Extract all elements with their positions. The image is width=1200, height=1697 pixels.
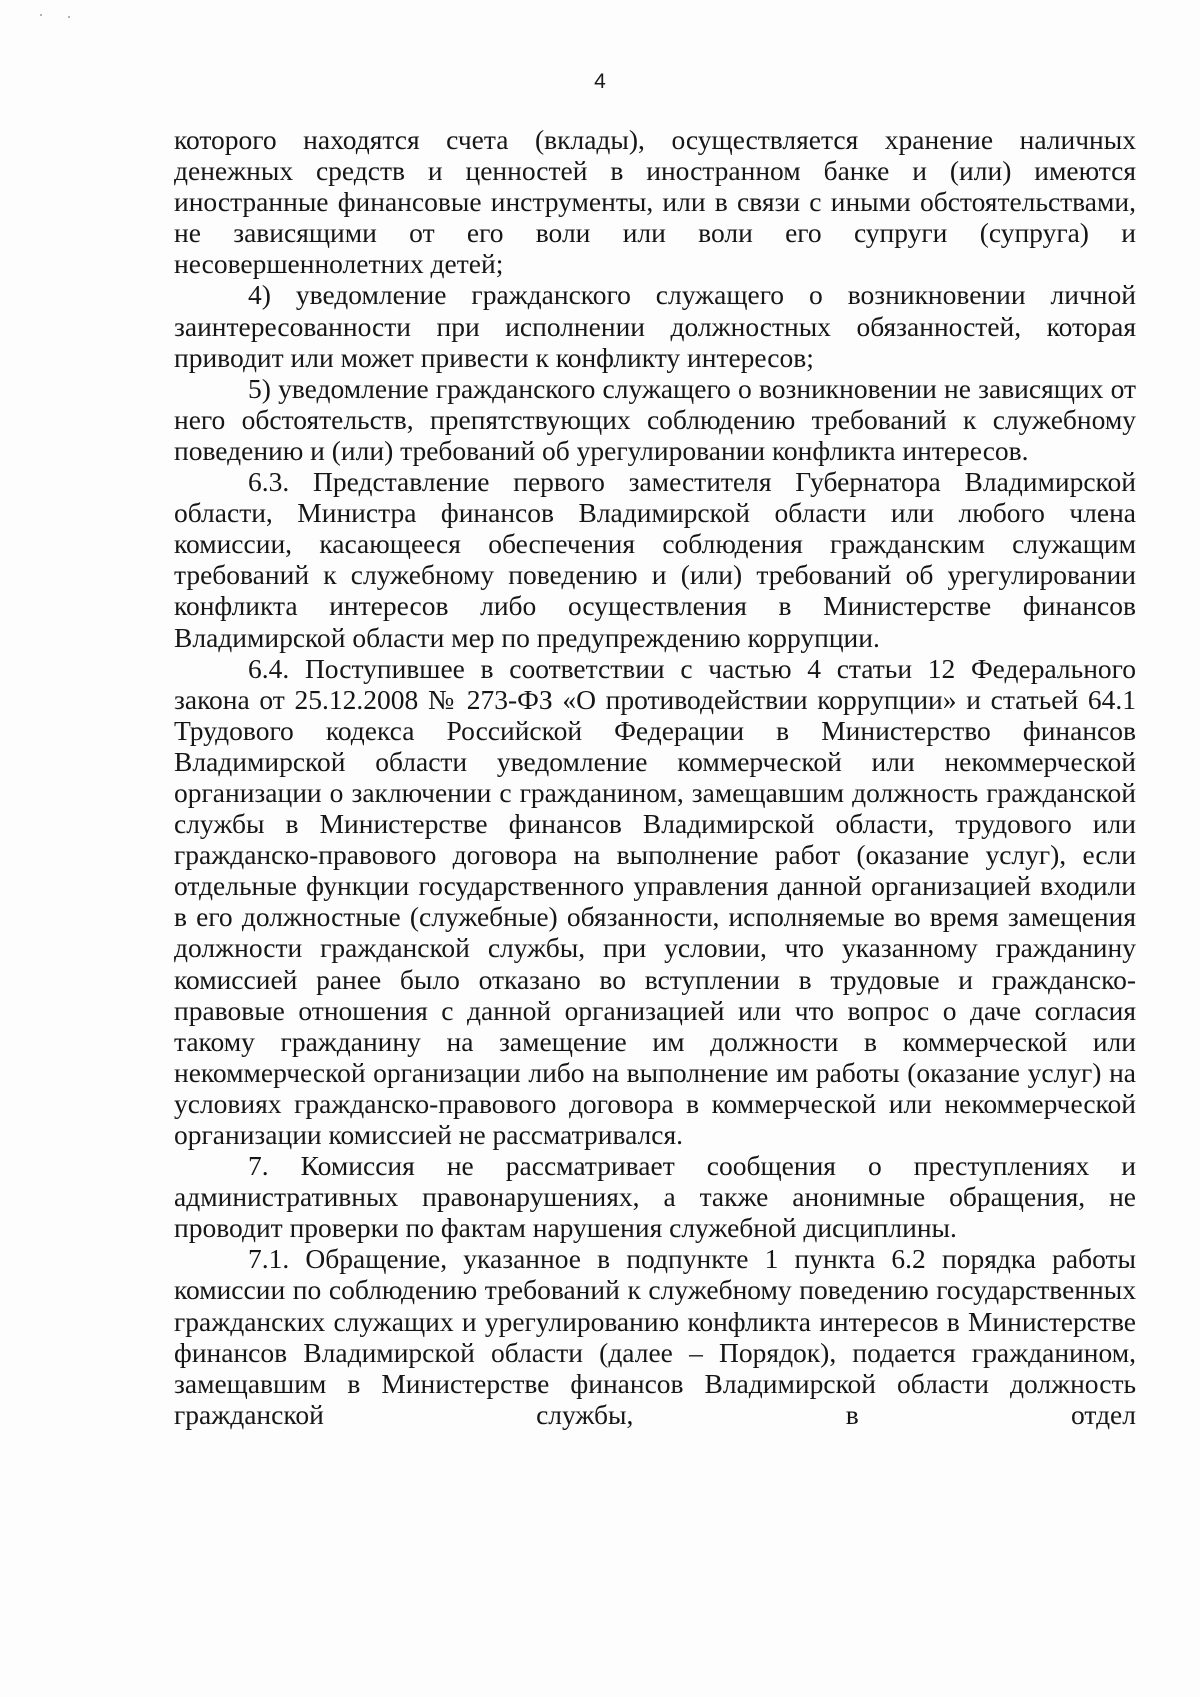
scan-specks [40,10,100,20]
paragraph-7: 7. Комиссия не рассматривает сообщения о преступлениях и административных правонарушениях, а также анонимные обращения, не проводит проверки по фактам нарушения служебной дисциплины. [174,1150,1136,1244]
paragraph-item-4: 4) уведомление гражданского служащего о возникновении личной заинтересованности при исполнении должностных обязанностей, которая приводит или может привести к конфликту интересов; [174,279,1136,373]
document-body [174,124,1136,1430]
paragraph-6-4: 6.4. Поступившее в соответствии с частью 4 статьи 12 Федерального закона от 25.12.2008 № 273-ФЗ «О противодействии коррупции» и статьей 64.1 Трудового кодекса Российской Федерации в Министерство финансов Владимирской области уведомление коммерческой или некоммерческой организации о заключении с гражданином, замещавшим должность гражданской службы в Министерстве финансов Владимирской области, трудового или гражданско-правового договора на выполнение работ (оказание услуг), если отдельные функции государственного управления данной организацией входили в его должностные (служебные) обязанности, исполняемые во время замещения должности гражданской службы, при условии, что указанному гражданину комиссией ранее было отказано во вступлении в трудовые и гражданско-правовые отношения с данной организацией или что вопрос о даче согласия такому гражданину на замещение им должности в коммерческой или некоммерческой организации либо на выполнение им работы (оказание услуг) на условиях гражданско-правового договора в коммерческой или некоммерческой организации комиссией не рассматривался. [174,652,1136,1150]
page-number: 4 [594,70,606,93]
paragraph-item-5: 5) уведомление гражданского служащего о возникновении не зависящих от него обстоятельств, препятствующих соблюдению требований к служебному поведению и (или) требований об урегулировании конфликта интересов. [174,372,1136,466]
paragraph-6-3: 6.3. Представление первого заместителя Губернатора Владимирской области, Министра финансов Владимирской области или любого члена комиссии, касающееся обеспечения соблюдения гражданским служащим требований к служебному поведению и (или) требований об урегулировании конфликта интересов либо осуществления в Министерстве финансов Владимирской области мер по предупреждению коррупции. [174,466,1136,653]
paragraph-7-1: 7.1. Обращение, указанное в подпункте 1 пункта 6.2 порядка работы комиссии по соблюдению требований к служебному поведению государственных гражданских служащих и урегулированию конфликта интересов в Министерстве финансов Владимирской области (далее – Порядок), подается гражданином, замещавшим в Министерстве финансов Владимирской области должность гражданской службы, в отдел [174,1243,1136,1430]
paragraph-continuation: которого находятся счета (вклады), осуществляется хранение наличных денежных средств и ценностей в иностранном банке и (или) имеются иностранные финансовые инструменты, или в связи с иными обстоятельствами, не зависящими от его воли или воли его супруги (супруга) и несовершеннолетних детей; [174,124,1136,280]
